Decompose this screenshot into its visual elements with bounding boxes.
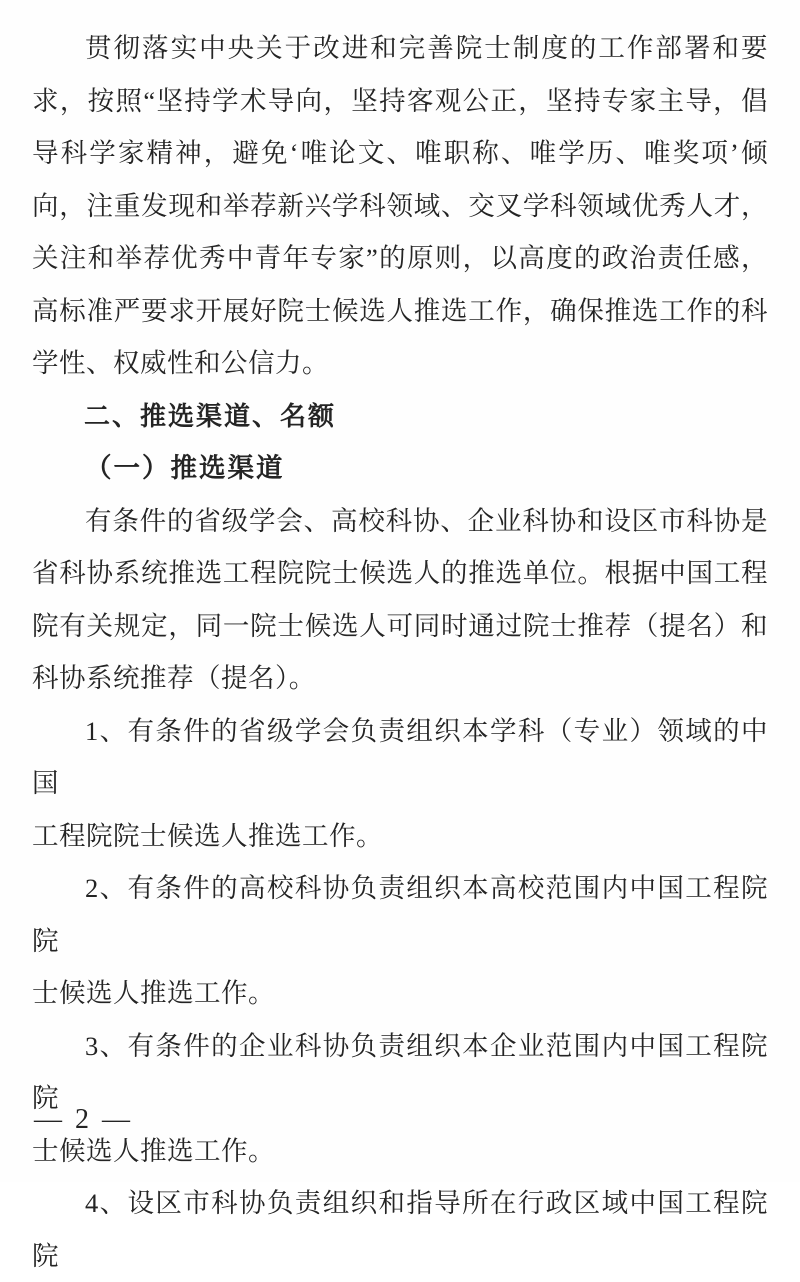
text-line: 关注和举荐优秀中青年专家”的原则，以高度的政治责任感， — [32, 243, 768, 273]
text-line: 导科学家精神，避免‘唯论文、唯职称、唯学历、唯奖项’倾 — [32, 138, 768, 168]
text-line: 士候选人推选工作。 — [32, 1135, 275, 1166]
text-line: 向，注重发现和举荐新兴学科领域、交叉学科领域优秀人才， — [32, 190, 768, 221]
item-2-paragraph — [32, 862, 768, 1020]
text-line: 有条件的省级学会、高校科协、企业科协和设区市科协是 — [85, 505, 768, 536]
section-heading — [32, 390, 768, 443]
text-line: 求，按照“坚持学术导向，坚持客观公正，坚持专家主导，倡 — [32, 85, 768, 116]
text-line: 贯彻落实中央关于改进和完善院士制度的工作部署和要 — [85, 33, 768, 63]
text-line: （一）推选渠道 — [85, 453, 285, 483]
text-line: 2、有条件的高校科协负责组织本高校范围内中国工程院院 — [32, 873, 768, 956]
text-line: 院有关规定，同一院士候选人可同时通过院士推荐（提名）和 — [32, 610, 768, 641]
page-number: — 2 — — [34, 1104, 133, 1135]
text-line: 士候选人推选工作。 — [32, 978, 275, 1008]
item-4-paragraph — [32, 1177, 768, 1282]
text-line: 二、推选渠道、名额 — [84, 400, 337, 431]
item-3-paragraph — [32, 1020, 768, 1178]
text-line: 4、设区市科协负责组织和指导所在行政区域中国工程院院 — [32, 1188, 768, 1271]
text-line: 省科协系统推选工程院院士候选人的推选单位。根据中国工程 — [32, 558, 768, 588]
item-1-paragraph — [32, 705, 768, 863]
document-body — [32, 22, 768, 1282]
channels-intro-paragraph — [32, 495, 768, 705]
opening-paragraph — [32, 22, 768, 390]
text-line: 3、有条件的企业科协负责组织本企业范围内中国工程院院 — [32, 1030, 768, 1113]
text-line: 1、有条件的省级学会负责组织本学科（专业）领域的中国 — [32, 715, 768, 798]
text-line: 高标准严要求开展好院士候选人推选工作，确保推选工作的科 — [32, 295, 768, 326]
text-line: 科协系统推荐（提名）。 — [32, 663, 316, 693]
text-line: 工程院院士候选人推选工作。 — [32, 820, 383, 851]
subsection-heading — [32, 442, 768, 495]
text-line: 学性、权威性和公信力。 — [32, 348, 329, 378]
